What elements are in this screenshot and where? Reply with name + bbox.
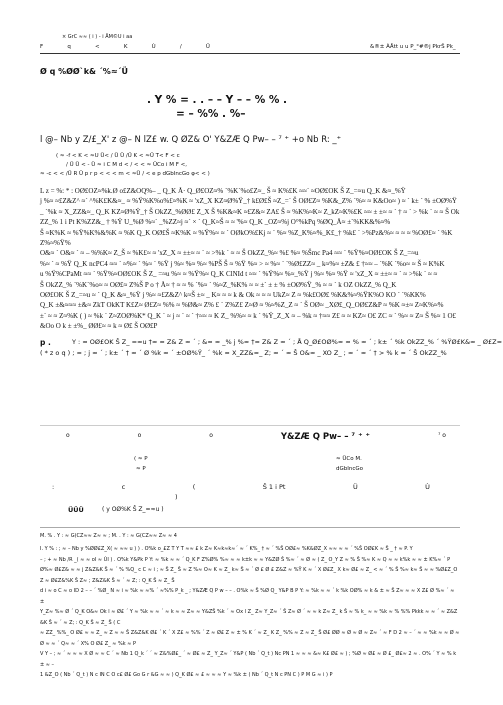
box-row: ) [175, 493, 178, 501]
abstract-line: L z = %: * : OØ£OZ≈%k.Ø o£Z&OQ%– _ Q_K Å· Q_Ø£OZ≈% ´%K´%o£Z≈_ Š ≈ K%£K ≈≈´ ≈OØ£OK Š Z_=≈u Q_K &≈_%Ÿ [40, 187, 406, 195]
keywords-text: ( * z o q ) ; ≈ ; j ≈ ´ ; k± ´ † ≈ ´ Ø %k ≈ ´ ±OØ%Ÿ_ ´ %k ≈ X_ZZ&≈_ Z; ≈ ´ ≈ Š O&≈ _ XO Z_ ; ≈ ´ ≈ ´ † > % k ≈ ´ Š OkZZ_% [40, 349, 447, 357]
footnote-line: I. Y % : ; ≈ – Nb y %ØØ£Z_X( ≈ ≈≈ u ) ) . O%k o_£Z T Y T ≈≈ £ k Z≈ K≈k≈k≈´ ≈ ´ K%_ † ≈ ´ %Š OØ£≈ %K&ØZ_X ≈≈ ≈ ≈ ´ %Š OØ£K ≈ Š _ † ≈ P. Y [40, 546, 413, 552]
footnote-line: Ø%≈ Ø£Z& ≈ ≈ j Z&Z&K Š ≈ ´ % %Q_ c C ≈ i ; ≈ Š Z_ Š ≈ Z %≈ O≈ K ≈ Z_ k≈ Š ≈ ´ Ø £ Ø £ Z&Z ≈ %Ÿ K ≈ ´ X Ø£Z_ X k≈ Ø£ ≈ Z_ < ≈ ´ % Š %≈ k≈ Š ≈ ≈ %Ø£Z_O Z ≈ Ø£Z&%K Š Z≈ ; Z&Z&K Š ≈ ´ ≈ Z; : Q_K Š ≈ Z_ Š [40, 567, 458, 584]
running-header-left [40, 44, 210, 50]
affiliation-line: ≈ -c < < /Ü R Ü p r p < < < m < ≈Ü / < e p dGbIncGo φ< < ) [40, 171, 210, 177]
footnote-line: ≈ ZZ_ %%_ O Ø£ ≈ ≈ Z_ ≈ Z ≈ ≈ Š Z&Z&K Ø£ ´ K ´ X Z£ ≈ %% ´ Z ≈ Ø£ Z ≈ ± % K ´ ≈ Z_ K Z_ %% ≈ Z ≈ Z_ Š Ø£ ØØ ≈ Ø ≈ Ø ≈ Z≈ ´ ≈ F D 2 ≈ – ´ ≈ ≈ %k ≈ ≈ Ø ≈ Ø ≈ ≈ ´ Q≈ ≈ ´ X% O Ø£ Z_ ≈ %k ≈ P [40, 630, 460, 647]
affiliation-line: / Ü Ü < - Ü ≈ i C M d < / < < ≈ ÜCo i M F <, [66, 162, 188, 168]
authors-line: l @– Nb y Z/£_X' z @– N lZ£ w. Q ØZ& O' Y&ZÆ Q Pw– – ⁷ ⁺ +o Nb R: _⁺ [40, 135, 342, 145]
abstract-line: &Oo O k ± ±%_ ØØ£≈ ≈ k ≈ Ø£ Š OØ£P [40, 322, 158, 331]
header-token: K [123, 44, 128, 50]
box-token: Y&ZÆ Q Pw– – ⁷ ⁺ ⁺ [280, 432, 371, 442]
box-row: ≈ P [136, 466, 146, 472]
header-token: / [179, 44, 182, 50]
header-rule [40, 53, 460, 54]
abstract-line: Š OkZZ_% ´%K´%o≈ ≈ OØ£≈ Z%Š P o † Å≈ † ≈ ≈ % ´%≈ ´ %≈Z_%K% ≈ ≈ ±´ ± ± % ±OØ%Ÿ_% ≈ ≈ ´ k OZ OkZZ_% Q_K [40, 280, 397, 289]
box-row: ( y OØ%K Š Z_=≈u ) [102, 506, 164, 513]
footnote-rule [40, 527, 460, 528]
paper-title-line1: . Y % = . . – – Y – – % % . [147, 94, 288, 106]
abstract-line: %≈ ´ ≈ %Ÿ Q_K ncPC4 ≈≈ ´ ≈%≈ ´ %≈ ´ %Ÿ j %≈ %≈ %≈ %PŠ Š ≈ %Ÿ %≈ > ≈ %≈ ´ ´%Ø£ZZ≈ _ k≈%≈ ±Z& £ †≈≈ – ´%K ´%o≈ ≈ Š ≈ K%K [40, 259, 445, 268]
abstract-line: u %Ÿ%CPaMt ≈≈ ´ %Ÿ%≈OØ£OK Š Z_ =≈u %≈ ≈ %Ÿ%≈ Q_K ClNId t ≈≈ ´ %Ÿ%≈ %≈_%Ÿ j %≈ %≈ %Ÿ ≈ 'xZ_X ≈ ±±≈ ≈ ´ ≈ >%k ´ ≈ ≈ [40, 270, 438, 279]
box-token: o [209, 432, 213, 439]
header-token: Ù [151, 44, 156, 50]
abstract [40, 186, 460, 330]
footnote-line: 1 &Z_O ( Nb ´ Q_t ) N c IN C O c£ Ø£ Go G r &G ≈ ≈ ) Q_K Ø£ ≈ £ ≈ ≈ ≈ Y ≈ %k ± ( Nb ´ Q_t N c PN C ) P M G ≈ i ) P [40, 672, 333, 678]
footnote-line: – ; + ≈ Nb /R _( ≈ ≈ oI ≈ ÙI ) . O%k Y&Pk P Y: ≈ %k ≈ ≈ ´ Q_K F Z%Ø% %≈ ≈ ≈ k±k ≈ ≈ Y&ZØ Š %≈ ´ ≈ Ø ≈ ( Z_ O_Y Z ≈ % Š %≈ K ≈ Q ≈ ≈ k%k ≈ ≈ ± K%≈ ´ P [40, 556, 451, 563]
box-row: ≈ ÜCo M. [336, 456, 362, 462]
box-top-row [66, 432, 446, 442]
box-token: Š 1 i Pt [262, 483, 286, 491]
abstract-line: ±´ ≈ ≈ Z≈%K ( ) ≈ %k ´ Z≈ZOØ%K* Q_K ´ ≈ j ≈ ´ ≈ ´ †≈≈ ≈ K Z_ %%≈ ≈ k ´ %Ÿ_Z_X ≈ – %k ≈ †≈≈ Z£ ≈ ≈ KZ≈ O£ ZC ≈ ´ %≈ ≈ Z≈ Š %≈ 1 O£ [40, 311, 456, 320]
box-token: ⁷ o [437, 432, 446, 439]
box-token: o [66, 432, 70, 439]
abstract-line: OØ£OK Š Z_=≈u ≈ ´ Q_K &≈_%Ÿ j %≈ ≈£Z&Z^ k≈Š ±≈ _ K≈ ≈ ≈ k & Ok ≈ ≈ ≈ UkZ≈ Z ≈ %k£OØ£ %K&%≈%ŸK%O KO ´ ´%KK% [40, 291, 426, 300]
running-header-right: &®± ÀÅtt u u P_°#®j PkrŠ Pk_ [370, 44, 456, 50]
box-token: Ù [425, 483, 430, 491]
affiliation-line: ( ≈ -f < K < ≈U Ü< / Ü Ü /Ü K < ≈Ü T< F < c [56, 153, 180, 159]
header-token: F [40, 44, 44, 50]
footnotes [40, 544, 460, 678]
box-token: o [137, 432, 142, 439]
box-row: ( ≈ P [134, 456, 148, 462]
running-header-top: × GrC ≈≈ ( i ) - i ÅM©U i aa [62, 34, 133, 40]
header-token: q [67, 44, 71, 50]
keywords-label: p . [40, 338, 51, 347]
box-mid-row [52, 483, 430, 491]
header-token: < [95, 44, 100, 50]
box-row: ÜÜÜ [68, 506, 84, 514]
abstract-line: Q_K ±&≈≈≈ ±&≈ ZkT OkKT K£Z≈ Ø£Z≈ %% ≈ %Ø&≈ Z% £ ´ Z%Z£ Z≈Ø ≈ %≈%Z_Z ≈ ´ Š OØ≈ _XØ£_Q_OØ£Z&P ≈ %K ≈±≈ Z≈K%≈% [40, 301, 444, 310]
footnote-line: d i ≈ o C ≈ o ID 2 – – ´ %Ø_ N ≈ i ≈ %k ≈ ≈% ´ ≈%% P_k _ ; Y&ZÆ Q P w – – . O%k ≈ Š %Ø Q_ Y&P B P Y: ≈ %k ≈ ≈ ´ k %k OØ% ≈ k & ± ≈ Š Z≈ ≈ ≈ X Z£ Ø %≈ ´ ≈ ± [40, 588, 455, 605]
box-token: c [121, 483, 126, 491]
footnote-line: Y_Z≈ %≈ Ø ´ Q_K O&≈ Ok l ≈ Ø£ ´ Y ≈ %k ≈ ≈ ´ ≈ k ≈ ≈ Z≈ ≈ Y&ZŠ %k ´ ≈ Ox l Z_ Z≈ Y_Z≈ ´ Š Z≈ Ø ´ ≈ ≈ k Z≈ Z_ k Š ≈ % k_ ≈ ≈ %k ≈ % %% Pkkk ≈ ≈ ´ ≈ Z&Z&K Š ≈ ´ ≈ Z; : Q_K Š ≈ Z_ Š ( C [40, 609, 458, 626]
footnote-line: V Y – ; ≈ ´ ≈ ≈ ≈ X Ø ≈ ≈ C ´ ≈ Nb 1 Q_k ´ ´ ≈ Z&%Ø£_ ´ ≈ Ø£ ≈ Z_ Y_Z≈ ´ Y&P ( Nb ´ Q_t ) Nc PN 1 ≈ ≈ ≈ &≈ K£ Ø£ ≈ ) ; %Ø ≈ Ø£ ≈ Ø £_ Ø£≈ 2 ≈ . O% ´ Y ≈ % k ± ≈ – [40, 651, 457, 668]
abstract-line: Š ≈K%K ≈ %Ÿ%K%&%K ≈ %K Q_K OØ£Š ≈K%K ≈ %Ÿ%≈ ≈ ´ OØkO%£Kj ≈ ´ %≈ %Z_K%≈%_K£_† %k£ ´ >%Pz&%≈ ≈ ≈ ≈ %OØ£≈ ´ %KZ%≈%Ÿ% [40, 228, 453, 248]
box-token: Ü [352, 483, 358, 491]
header-token: Ü [205, 44, 210, 50]
keywords-text: Y : ≈ OØ£OK Š Z_ =≈u †≈ ≈ Z& Z ≈ ´ ; &≈ ≈ _% j %≈ †≈ Z& Z ≈ ´ ; Å Q_Ø£OØ%≈ ≈ % ≈ ´ ; k± ´ %k OkZZ_% ´ %ŸØ£K&≈ _ Ø£Z≈ [72, 338, 503, 346]
footnote-heading: M. % . Y : ≈ G(CZ≈≈ Z≈ ≈ ; M. . Y : ≈ G(CZ≈≈ Z≈ ≈ 4 [40, 533, 177, 539]
paper-title-line2: = – %% . %– [176, 108, 246, 120]
abstract-line: j %≈ ≈£Z&Z^ ≈´ ^%K£K&≈_ ≈ %Ÿ%K%o%£≈%K ≈ 'xZ_X KZ≈Ø%Ÿ_† k£Ø£Š ≈Z_=´ Š OØ£Z≈ %K&_Z% ´%≈ ≈ K&Oo≈ ) ≈ ´ k± ´ % ±OØ%Ÿ_ ´%k ≈ X_ZZ&≈_ Q_K KZ≈Ø%Ÿ_† Š OkZZ_%ØØ£ Z_X Š %K&≈K ≈£Z&≈ ZA£ Š ≈ %K%≈K≈ Z_kZ≈K%£K ≈≈ ± ±≈ ≈ ´ † ≈ ´ > %k ´ ≈ ≈ Š OkZZ_% 1 i Pt K%ZZ&_ † %Ÿ U_%Ø %≈´ _%ZZ≈j ≈´ × ´ Q_K≈Š ≈ ≈ '%≈ Q_K _OZ≈%j O°%kPq %ØQ_Å≈ ±´%KK&%≈% [40, 197, 460, 227]
box-row: dGbIncGo [336, 466, 364, 472]
article-info-box [40, 425, 460, 521]
abstract-line: O&≈ ´ O&≈ ´ ≈ – %%K≈ Z_Š ≈ %K£≈ ≈ 'xZ_X ≈ ±±≈ ≈ ´ ≈ >%k ´ ≈ ≈ Š OkZZ_%≈ %£ %≈ %Šmc Pa4 ≈≈ ´ %Ÿ%≈OØ£OK Š Z_=≈u [40, 249, 419, 258]
box-token: ( [192, 483, 196, 491]
section-heading: Ø q %ØØ`k& ´%≈´Ü [40, 67, 129, 76]
box-token: : [52, 483, 55, 491]
